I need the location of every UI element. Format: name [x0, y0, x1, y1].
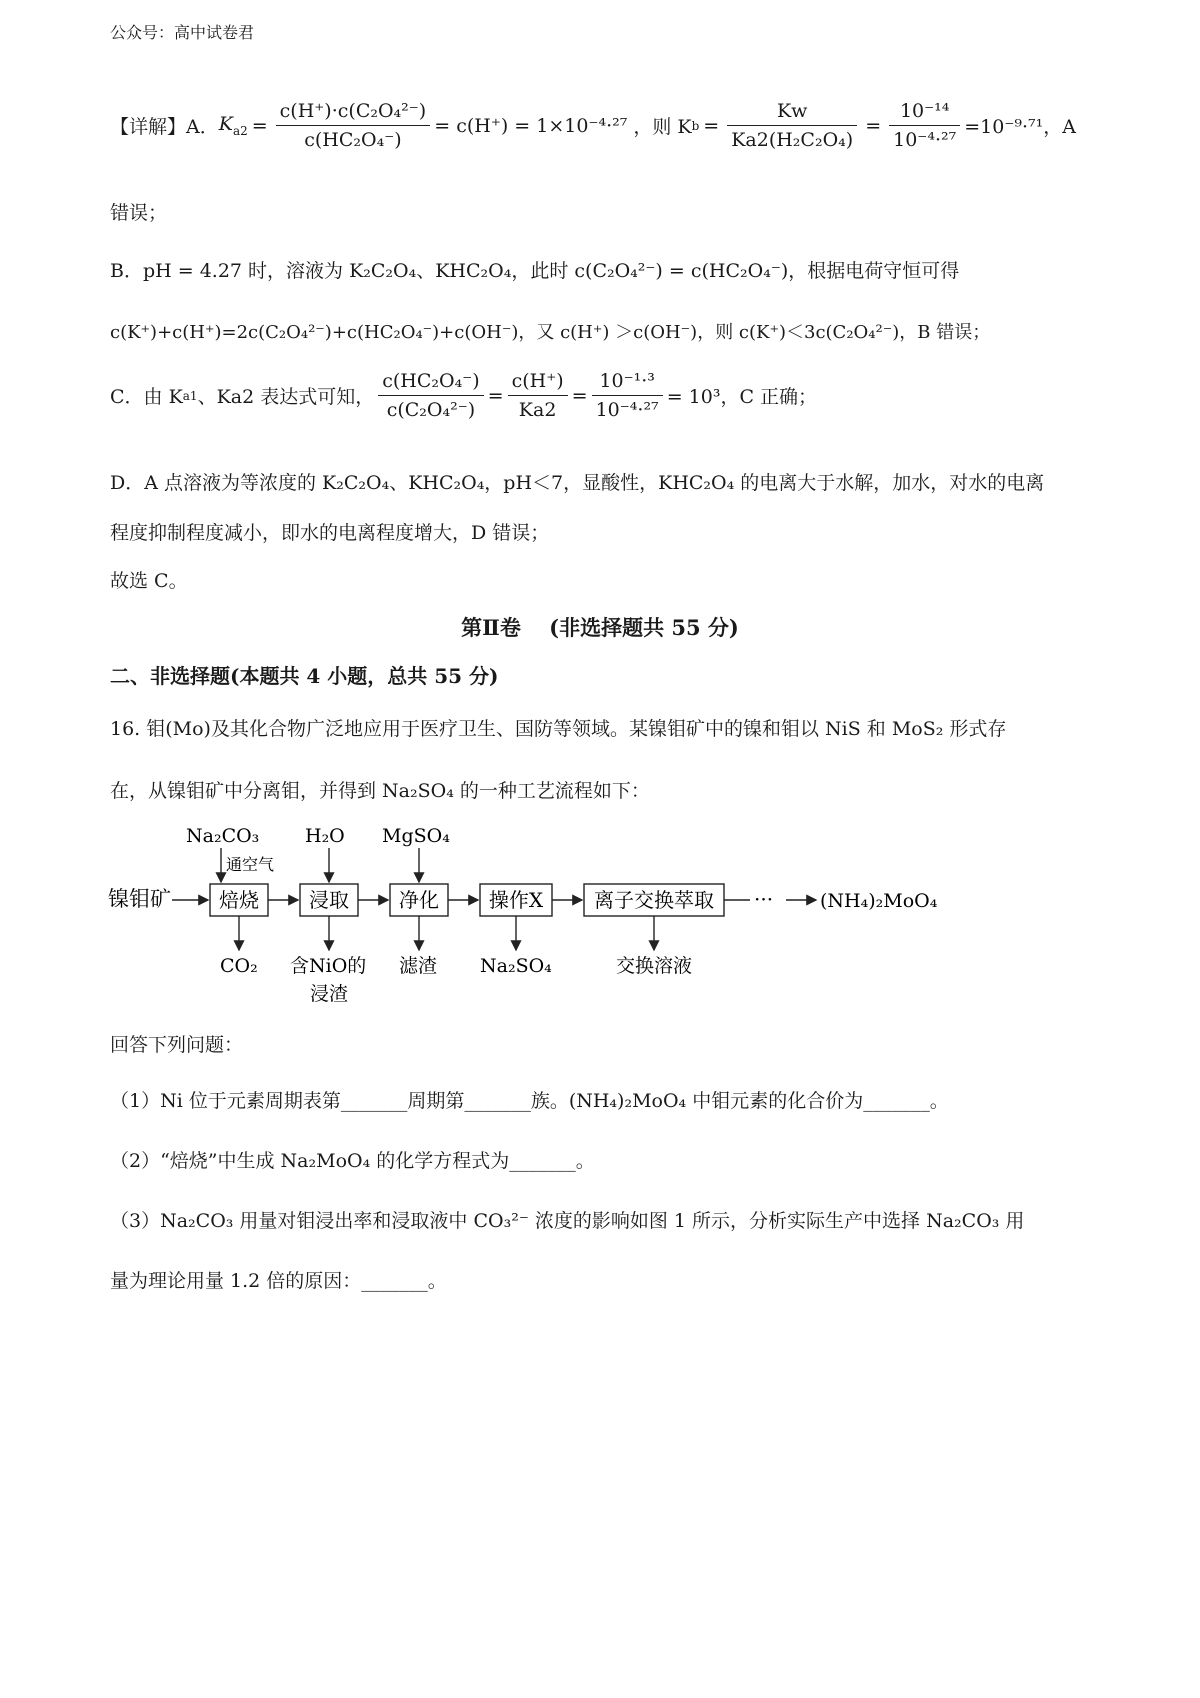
flow-product: (NH₄)₂MoO₄ [820, 890, 938, 912]
process-flow-diagram [100, 820, 980, 1010]
flow-input-h2o: H₂O [305, 825, 345, 847]
kb-denominator: Ka2(H₂C₂O₄) [731, 129, 854, 151]
section-title: 第Ⅱ卷 (非选择题共 55 分) [461, 615, 739, 640]
flow-output-nio-1: 含NiO的 [290, 955, 367, 977]
a-conclusion: 错误； [110, 202, 168, 224]
option-c-mid: 、Ka2 表达式可知， [197, 386, 375, 408]
flow-ellipsis: ··· [754, 887, 774, 911]
flow-input-mgso4: MgSO₄ [382, 825, 450, 847]
answer-line: 故选 C。 [110, 570, 188, 592]
kb-value-fraction [889, 100, 960, 151]
sub-question-1: （1）Ni 位于元素周期表第_______周期第_______族。(NH₄)₂MoO₄ 中钼元素的化合价为_______。 [110, 1090, 949, 1112]
c-fraction-2-num: c(H⁺) [508, 370, 568, 396]
sub-question-3-line2: 量为理论用量 1.2 倍的原因：_______。 [110, 1270, 447, 1292]
flow-air-label: 通空气 [226, 855, 275, 874]
option-c-equation: C．由 K a1 、Ka2 表达式可知， $\frac{\text{c(HC₂O₄⁻)}}{\text{c(C₂O₄²⁻)}}$ = $\frac{c(H^+)}{Ka2}$ = $\frac{\text{10⁻¹·³}}{\text{10⁻⁴·²⁷}}$ = 10³，C 正确； [110, 370, 818, 421]
c-fraction-3-den: 10⁻⁴·²⁷ [595, 399, 659, 421]
flow-output-co2: CO₂ [220, 955, 258, 977]
ka1-subscript: a1 [182, 388, 198, 403]
c-fraction-1-num: c(HC₂O₄⁻) [378, 370, 483, 396]
ka2-denominator: c(HC₂O₄⁻) [304, 129, 402, 151]
kb-value-denominator: 10⁻⁴·²⁷ [893, 129, 957, 151]
kb-result: =10⁻⁹·⁷¹，A [964, 116, 1076, 138]
q16-line1: 16. 钼(Mo)及其化合物广泛地应用于医疗卫生、国防等领域。某镍钼矿中的镍和钼以 NiS 和 MoS₂ 形式存 [110, 718, 1007, 740]
flow-start: 镍钼矿 [108, 887, 171, 911]
kb-fraction [727, 100, 857, 151]
kb-numerator: Kw [727, 100, 857, 126]
sub-question-2: （2）“焙烧”中生成 Na₂MoO₄ 的化学方程式为_______。 [110, 1150, 595, 1172]
ka2-result: = c(H⁺) = 1×10⁻⁴·²⁷ [434, 114, 628, 137]
option-c-prefix: C．由 K [110, 386, 183, 408]
detail-label: 【详解】A． [110, 116, 219, 138]
c-fraction-2 [508, 370, 568, 421]
option-d-line1: D．A 点溶液为等浓度的 K₂C₂O₄、KHC₂O₄，pH＜7，显酸性，KHC₂O₄ 的电离大于水解，加水，对水的电离 [110, 472, 1045, 494]
c-fraction-1 [378, 370, 483, 421]
option-d-line2: 程度抑制程度减小，即水的电离程度增大，D 错误； [110, 522, 550, 544]
flow-step-5: 离子交换萃取 [594, 888, 714, 912]
c-fraction-3 [592, 370, 663, 421]
flow-step-4: 操作X [488, 888, 544, 912]
ka2-symbol: K [218, 113, 233, 136]
option-b-line1: B．pH = 4.27 时，溶液为 K₂C₂O₄、KHC₂O₄，此时 c(C₂O₄²⁻) = c(HC₂O₄⁻)，根据电荷守恒可得 [110, 260, 960, 282]
flow-output-na2so4: Na₂SO₄ [480, 955, 552, 977]
flow-step-3: 净化 [399, 888, 439, 912]
c-fraction-3-num: 10⁻¹·³ [592, 370, 663, 396]
ka2-subscript: a2 [232, 123, 248, 138]
flow-step-1: 焙烧 [219, 888, 259, 912]
flow-output-nio-2: 浸渣 [310, 983, 349, 1005]
source-header: 公众号：高中试卷君 [110, 23, 255, 42]
ka2-fraction [276, 100, 431, 151]
part-title: 二、非选择题(本题共 4 小题，总共 55 分) [110, 664, 499, 688]
flow-step-2: 浸取 [309, 888, 349, 912]
then-text: ，则 K [633, 116, 692, 138]
c-fraction-1-den: c(C₂O₄²⁻) [386, 399, 476, 421]
kb-subscript: b [691, 118, 700, 133]
flow-output-exchange: 交换溶液 [616, 955, 693, 977]
ka2-numerator: c(H⁺)·c(C₂O₄²⁻) [276, 100, 431, 126]
flow-output-residue: 滤渣 [399, 955, 438, 977]
answer-prompt: 回答下列问题： [110, 1034, 244, 1056]
option-c-suffix: = 10³，C 正确； [666, 386, 818, 408]
option-b-line2: c(K⁺)+c(H⁺)=2c(C₂O₄²⁻)+c(HC₂O₄⁻)+c(OH⁻)，又 c(H⁺) ＞c(OH⁻)，则 c(K⁺)＜3c(C₂O₄²⁻)，B 错误； [110, 322, 991, 343]
q16-line2: 在，从镍钼矿中分离钼，并得到 Na₂SO₄ 的一种工艺流程如下： [110, 780, 650, 802]
sub-question-3-line1: （3）Na₂CO₃ 用量对钼浸出率和浸取液中 CO₃²⁻ 浓度的影响如图 1 所示，分析实际生产中选择 Na₂CO₃ 用 [110, 1210, 1025, 1232]
detail-a-equation: 【详解】A． $K_{a2}$ = $\frac{\text{c(H⁺)·c(C₂O₄²⁻)}}{\text{c(HC₂O₄⁻)}}$ = c(H⁺) = 1×10⁻⁴·²⁷ ，则 K b = $\frac{Kw}{\text{Ka2(H₂C₂O₄)}}$ = $\frac{\text{10⁻¹⁴}}{\text{10⁻⁴·²⁷}}$ =10⁻⁹·⁷¹，A [110, 100, 1076, 151]
kb-value-numerator: 10⁻¹⁴ [889, 100, 960, 126]
c-fraction-2-den: Ka2 [518, 399, 557, 421]
flow-input-na2co3: Na₂CO₃ [186, 825, 260, 847]
